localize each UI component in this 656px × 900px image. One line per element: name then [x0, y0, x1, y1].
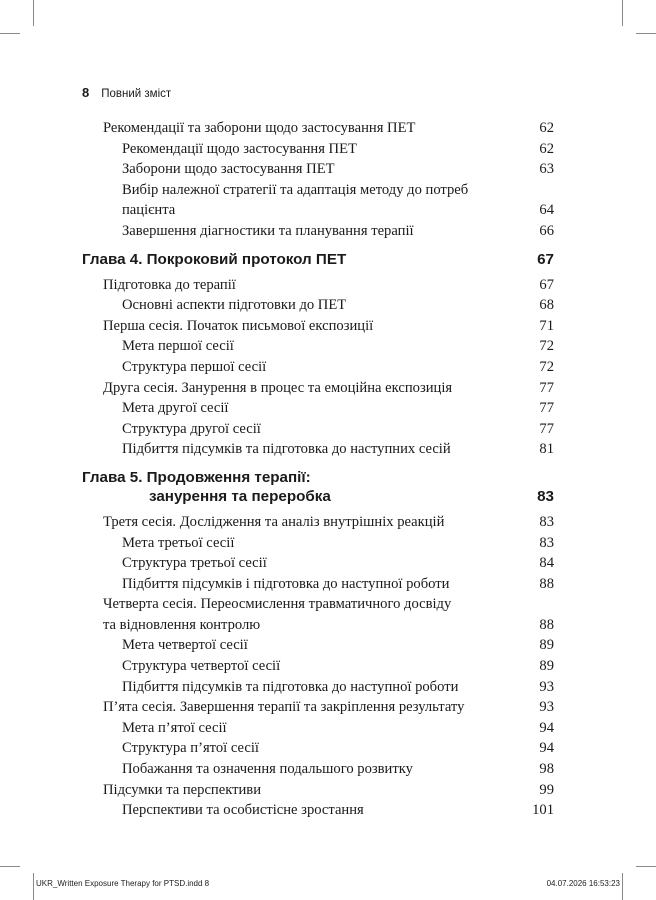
toc-entry — [103, 378, 554, 399]
toc-entry — [122, 357, 554, 378]
crop-mark-bottom-left — [33, 873, 34, 900]
toc-page-number: 89 — [539, 637, 554, 654]
toc-entry-title: Підсумки та перспективи — [103, 781, 262, 798]
toc-chapter — [82, 250, 554, 269]
page-number: 8 — [82, 85, 90, 100]
toc-entry-title: Третя сесія. Дослідження та аналіз внутрішніх реакцій — [103, 513, 445, 530]
running-header — [82, 85, 171, 100]
toc-entry — [122, 738, 554, 759]
toc-entry — [122, 718, 554, 739]
toc-entry — [122, 180, 554, 221]
toc-page-number: 66 — [539, 222, 554, 239]
toc-page-number: 81 — [539, 441, 554, 458]
toc-entry — [122, 419, 554, 440]
toc-page-number: 83 — [539, 513, 554, 530]
toc-entry-title-continued: занурення та переробка — [149, 487, 331, 505]
toc-page-number: 63 — [539, 161, 554, 178]
toc-page-number: 94 — [539, 719, 554, 736]
toc-entry-title: Мета третьої сесії — [122, 534, 235, 551]
toc-entry-title: Рекомендації та заборони щодо застосування ПЕТ — [103, 120, 416, 136]
toc-entry-title: Глава 5. Продовження терапії: — [82, 468, 311, 486]
toc-entry — [122, 139, 554, 160]
toc-entry — [122, 439, 554, 460]
toc-entry-title: Мета п’ятої сесії — [122, 719, 227, 736]
toc-entry-title: Мета четвертої сесії — [122, 637, 248, 654]
toc-entry — [122, 336, 554, 357]
toc-entry-title: Структура п’ятої сесії — [122, 740, 259, 757]
toc-entry — [122, 574, 554, 595]
footer-timestamp: 04.07.2026 16:53:23 — [546, 879, 620, 888]
toc-entry — [122, 533, 554, 554]
toc-entry-title: Структура третьої сесії — [122, 555, 267, 572]
toc-page-number: 93 — [539, 678, 554, 695]
toc-page-number: 68 — [539, 297, 554, 314]
toc-page-number: 64 — [539, 202, 554, 219]
toc-page-number: 77 — [539, 420, 554, 437]
toc-entry — [103, 697, 554, 718]
toc-entry — [103, 780, 554, 801]
toc-page-number: 83 — [539, 534, 554, 551]
toc-page-number: 83 — [537, 487, 554, 505]
toc-page-number: 93 — [539, 699, 554, 716]
toc-entry-title: П’ята сесія. Завершення терапії та закріплення результату — [103, 699, 465, 716]
toc-entry-title: Перспективи та особистісне зростання — [122, 802, 364, 819]
toc-entry — [122, 295, 554, 316]
toc-page-number: 72 — [539, 338, 554, 355]
toc-entry — [122, 759, 554, 780]
toc-page-number: 77 — [539, 379, 554, 396]
toc-page-number: 99 — [539, 781, 554, 798]
toc-page-number: 67 — [537, 250, 554, 268]
toc-page-number: 62 — [539, 140, 554, 157]
toc-entry — [122, 398, 554, 419]
toc-entry-title: Вибір належної стратегії та адаптація методу до потреб пацієнта — [122, 181, 469, 219]
crop-mark-right-top — [636, 33, 656, 34]
toc-page-number: 67 — [539, 276, 554, 293]
toc-page-number: 71 — [539, 317, 554, 334]
toc-entry — [122, 635, 554, 656]
toc-page-number: 62 — [539, 120, 554, 136]
toc-page-number: 72 — [539, 358, 554, 375]
toc-page-number: 94 — [539, 740, 554, 757]
toc-entry — [103, 512, 554, 533]
crop-mark-left-bottom — [0, 866, 20, 867]
toc-entry-title: Підбиття підсумків та підготовка до наступної роботи — [122, 678, 459, 695]
toc-entry — [122, 656, 554, 677]
toc-entry-title: Мета першої сесії — [122, 338, 234, 355]
toc-entry-title: Структура другої сесії — [122, 420, 261, 437]
toc-entry-title: Завершення діагностики та планування терапії — [122, 222, 414, 239]
toc-page-number: 98 — [539, 761, 554, 778]
crop-mark-top-right — [622, 0, 623, 26]
toc-page-number: 88 — [539, 575, 554, 592]
table-of-contents — [82, 118, 554, 821]
toc-entry-title: Структура четвертої сесії — [122, 658, 281, 675]
crop-mark-left-top — [0, 33, 20, 34]
toc-entry — [122, 677, 554, 698]
toc-entry-title-continued: та відновлення контролю — [103, 616, 261, 633]
toc-page-number: 84 — [539, 555, 554, 572]
crop-mark-top-left — [33, 0, 34, 26]
toc-entry — [103, 594, 554, 635]
toc-entry — [122, 159, 554, 180]
toc-entry — [122, 221, 554, 242]
toc-entry-title: Заборони щодо застосування ПЕТ — [122, 161, 335, 178]
toc-entry — [122, 553, 554, 574]
toc-page-number: 101 — [532, 802, 554, 819]
toc-entry-title: Перша сесія. Початок письмової експозиції — [103, 317, 374, 334]
crop-mark-bottom-right — [622, 873, 623, 900]
toc-entry — [122, 800, 554, 821]
crop-mark-right-bottom — [636, 866, 656, 867]
toc-entry — [103, 316, 554, 337]
toc-entry-title: Побажання та означення подальшого розвитку — [122, 761, 413, 778]
toc-entry-title: Підбиття підсумків і підготовка до наступної роботи — [122, 575, 450, 592]
toc-page-number: 89 — [539, 658, 554, 675]
toc-entry-title: Підготовка до терапії — [103, 276, 236, 293]
toc-entry-title: Підбиття підсумків та підготовка до наступних сесій — [122, 441, 451, 458]
toc-entry-title: Мета другої сесії — [122, 400, 229, 417]
toc-entry-title: Четверта сесія. Переосмислення травматичного досвіду — [103, 596, 452, 613]
toc-entry-title: Рекомендації щодо застосування ПЕТ — [122, 140, 357, 157]
toc-page-number: 77 — [539, 400, 554, 417]
toc-entry — [103, 118, 554, 139]
toc-entry-title: Основні аспекти підготовки до ПЕТ — [122, 297, 347, 314]
running-header-title: Повний зміст — [101, 88, 172, 100]
toc-entry-title: Друга сесія. Занурення в процес та емоційна експозиція — [103, 379, 453, 396]
footer-file-info: UKR_Written Exposure Therapy for PTSD.indd 8 — [36, 879, 210, 888]
toc-entry-title: Глава 4. Покроковий протокол ПЕТ — [82, 250, 347, 268]
toc-page-number: 88 — [539, 616, 554, 633]
toc-chapter — [82, 468, 554, 506]
toc-entry — [103, 275, 554, 296]
toc-entry-title: Структура першої сесії — [122, 358, 267, 375]
